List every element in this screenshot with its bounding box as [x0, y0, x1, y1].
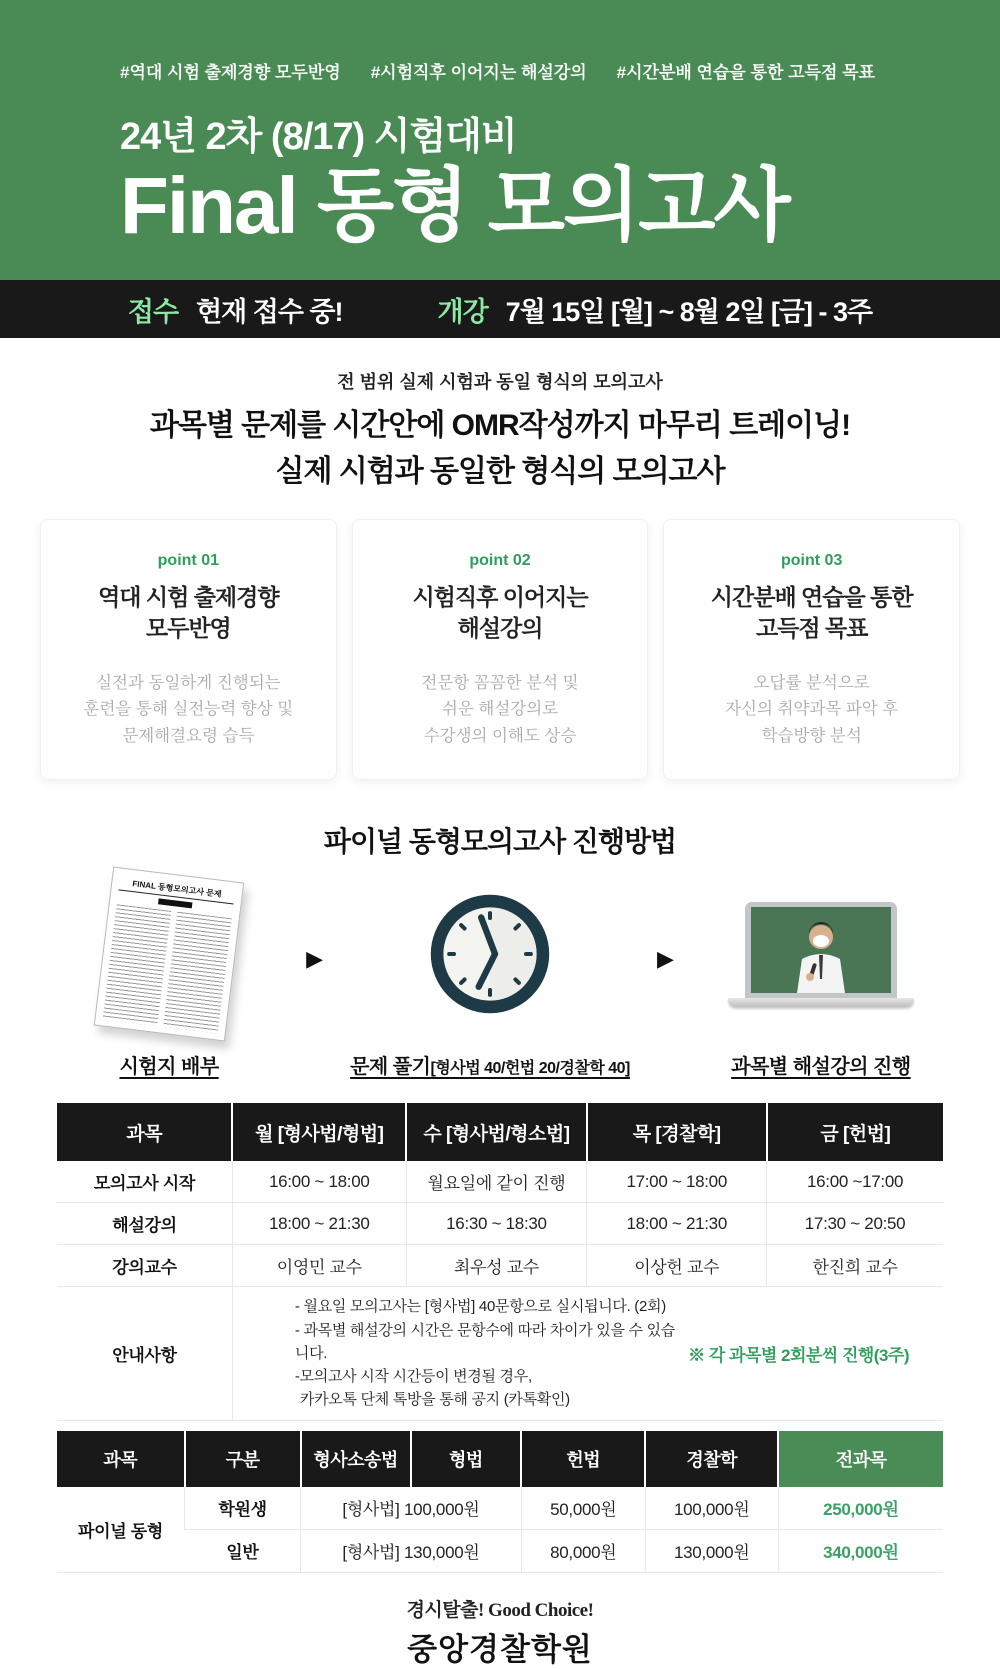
exam-paper-image [103, 868, 235, 1040]
point-label-3: point 03 [781, 552, 843, 569]
price-header-constitution: 헌법 [521, 1431, 645, 1487]
apply-label: 접수 [127, 296, 179, 327]
process-step-1 [34, 868, 304, 1079]
notice-content [232, 1287, 943, 1420]
point-card-1 [40, 519, 337, 780]
table-row: 파이널 동형 학원생 [형사법] 100,000원 50,000원 100,000원 250,000원 [57, 1487, 943, 1530]
price-header-police: 경찰학 [645, 1431, 778, 1487]
price-header-course: 과목 [57, 1431, 185, 1487]
price-header-crimpro: 형사소송법 [301, 1431, 411, 1487]
clock-icon [427, 868, 553, 1040]
brand-name: 중앙경찰학원 [407, 1631, 593, 1667]
hero-banner [0, 0, 1000, 280]
point-label-1: point 01 [157, 552, 219, 569]
intro-line-small: 전 범위 실제 시험과 동일 형식의 모의고사 [337, 372, 663, 392]
hashtag-2: #시험직후 이어지는 해설강의 [370, 63, 587, 82]
apply-info [128, 290, 343, 329]
schedule-header-wed: 수 [형사법/형소법] [406, 1103, 587, 1161]
footer-logo [0, 1595, 1000, 1669]
process-section [0, 820, 1000, 1079]
hashtag-row [120, 0, 1000, 83]
exam-subtitle: 24년 2차 (8/17) 시험대비 [120, 116, 517, 158]
point-label-2: point 02 [469, 552, 531, 569]
table-row: 해설강의 18:00 ~ 21:30 16:30 ~ 18:30 18:00 ~ 21:30 17:30 ~ 20:50 [57, 1203, 943, 1245]
open-label: 개강 [437, 296, 488, 327]
page-title: Final 동형 모의고사 [120, 161, 789, 250]
schedule-header-thu: 목 [경찰학] [587, 1103, 767, 1161]
price-header-all: 전과목 [778, 1431, 943, 1487]
arrow-right-icon-1: ▶ [306, 945, 323, 971]
schedule-header-mon: 월 [형사법/형법] [232, 1103, 406, 1161]
price-header-crimlaw: 형법 [411, 1431, 522, 1487]
price-header-type: 구분 [185, 1431, 301, 1487]
paper-badge [158, 899, 192, 909]
point-title-3: 시간분배 연습을 통한 고득점 목표 [710, 584, 913, 642]
intro-section [0, 338, 1000, 493]
point-desc-2: 전문항 꼼꼼한 분석 및 쉬운 해설강의로 수강생의 이해도 상승 [421, 674, 579, 745]
process-title: 파이널 동형모의고사 진행방법 [323, 826, 677, 858]
notice-lines: - 월요일 모의고사는 [형사법] 40문항으로 실시됩니다. (2회) - 과목별 해설강의 시간은 문항수에 따라 차이가 있을 수 있습니다. -모의고사 시작 시간등이 변경될 경우, 카카오톡 단체 톡방을 통해 공지 (카톡확인) [294, 1298, 675, 1409]
hashtag-3: #시간분배 연습을 통한 고득점 목표 [616, 63, 875, 82]
point-cards [40, 519, 960, 780]
point-desc-3: 오답률 분석으로 자신의 취약과목 파악 후 학습방향 분석 [725, 674, 899, 745]
step-label-3: 과목별 해설강의 진행 [731, 1056, 911, 1079]
step-label-2-detail: [형사법 40/헌법 20/경찰학 40] [430, 1060, 630, 1078]
point-card-3 [663, 519, 960, 780]
price-header-row [57, 1431, 943, 1487]
point-title-1: 역대 시험 출제경향 모두반영 [98, 584, 279, 642]
schedule-header-fri: 금 [헌법] [767, 1103, 943, 1161]
price-table [57, 1431, 943, 1573]
table-row: 모의고사 시작 16:00 ~ 18:00 월요일에 같이 진행 17:00 ~ 18:00 16:00 ~17:00 [57, 1161, 943, 1203]
process-steps [0, 868, 1000, 1079]
course-name: 파이널 동형 [57, 1487, 185, 1573]
schedule-header-row [57, 1103, 943, 1161]
intro-line-big-1: 과목별 문제를 시간안에 OMR작성까지 마무리 트레이닝! [149, 409, 851, 442]
schedule-table [57, 1103, 943, 1420]
step-label-2: 문제 풀기[형사법 40/헌법 20/경찰학 40] [350, 1056, 630, 1079]
intro-line-big-2: 실제 시험과 동일한 형식의 모의고사 [275, 454, 725, 488]
laptop-base [728, 998, 914, 1007]
footer-slogan: 경시탈출! Good Choice! [406, 1599, 594, 1621]
notice-highlight: ※ 각 과목별 2회분씩 진행(3주) [688, 1345, 909, 1365]
open-info [438, 290, 873, 329]
table-row: 일반 [형사법] 130,000원 80,000원 130,000원 340,000원 [57, 1529, 943, 1572]
process-step-2 [325, 868, 655, 1079]
notice-row [57, 1287, 943, 1420]
exam-paper-icon: FINAL 동형모의고사 문제 [94, 867, 245, 1042]
point-title-2: 시험직후 이어지는 해설강의 [412, 584, 588, 642]
process-step-3 [676, 868, 966, 1079]
instructor-video [751, 907, 891, 993]
open-value: 7월 15일 [월] ~ 8월 2일 [금] - 3주 [505, 296, 873, 327]
registration-info-bar [0, 280, 1000, 338]
point-desc-1: 실전과 동일하게 진행되는 훈련을 통해 실전능력 향상 및 문제해결요령 습득 [83, 674, 294, 745]
apply-value: 현재 접수 중! [196, 296, 343, 327]
point-card-2 [352, 519, 649, 780]
laptop-screen [745, 902, 897, 998]
table-row: 강의교수 이영민 교수 최우성 교수 이상헌 교수 한진희 교수 [57, 1245, 943, 1287]
lecture-laptop-image [728, 868, 914, 1040]
schedule-header-subject: 과목 [57, 1103, 232, 1161]
step-label-1: 시험지 배부 [119, 1056, 219, 1079]
notice-label: 안내사항 [57, 1287, 232, 1420]
hashtag-1: #역대 시험 출제경향 모두반영 [120, 63, 341, 82]
arrow-right-icon-2: ▶ [657, 945, 674, 971]
